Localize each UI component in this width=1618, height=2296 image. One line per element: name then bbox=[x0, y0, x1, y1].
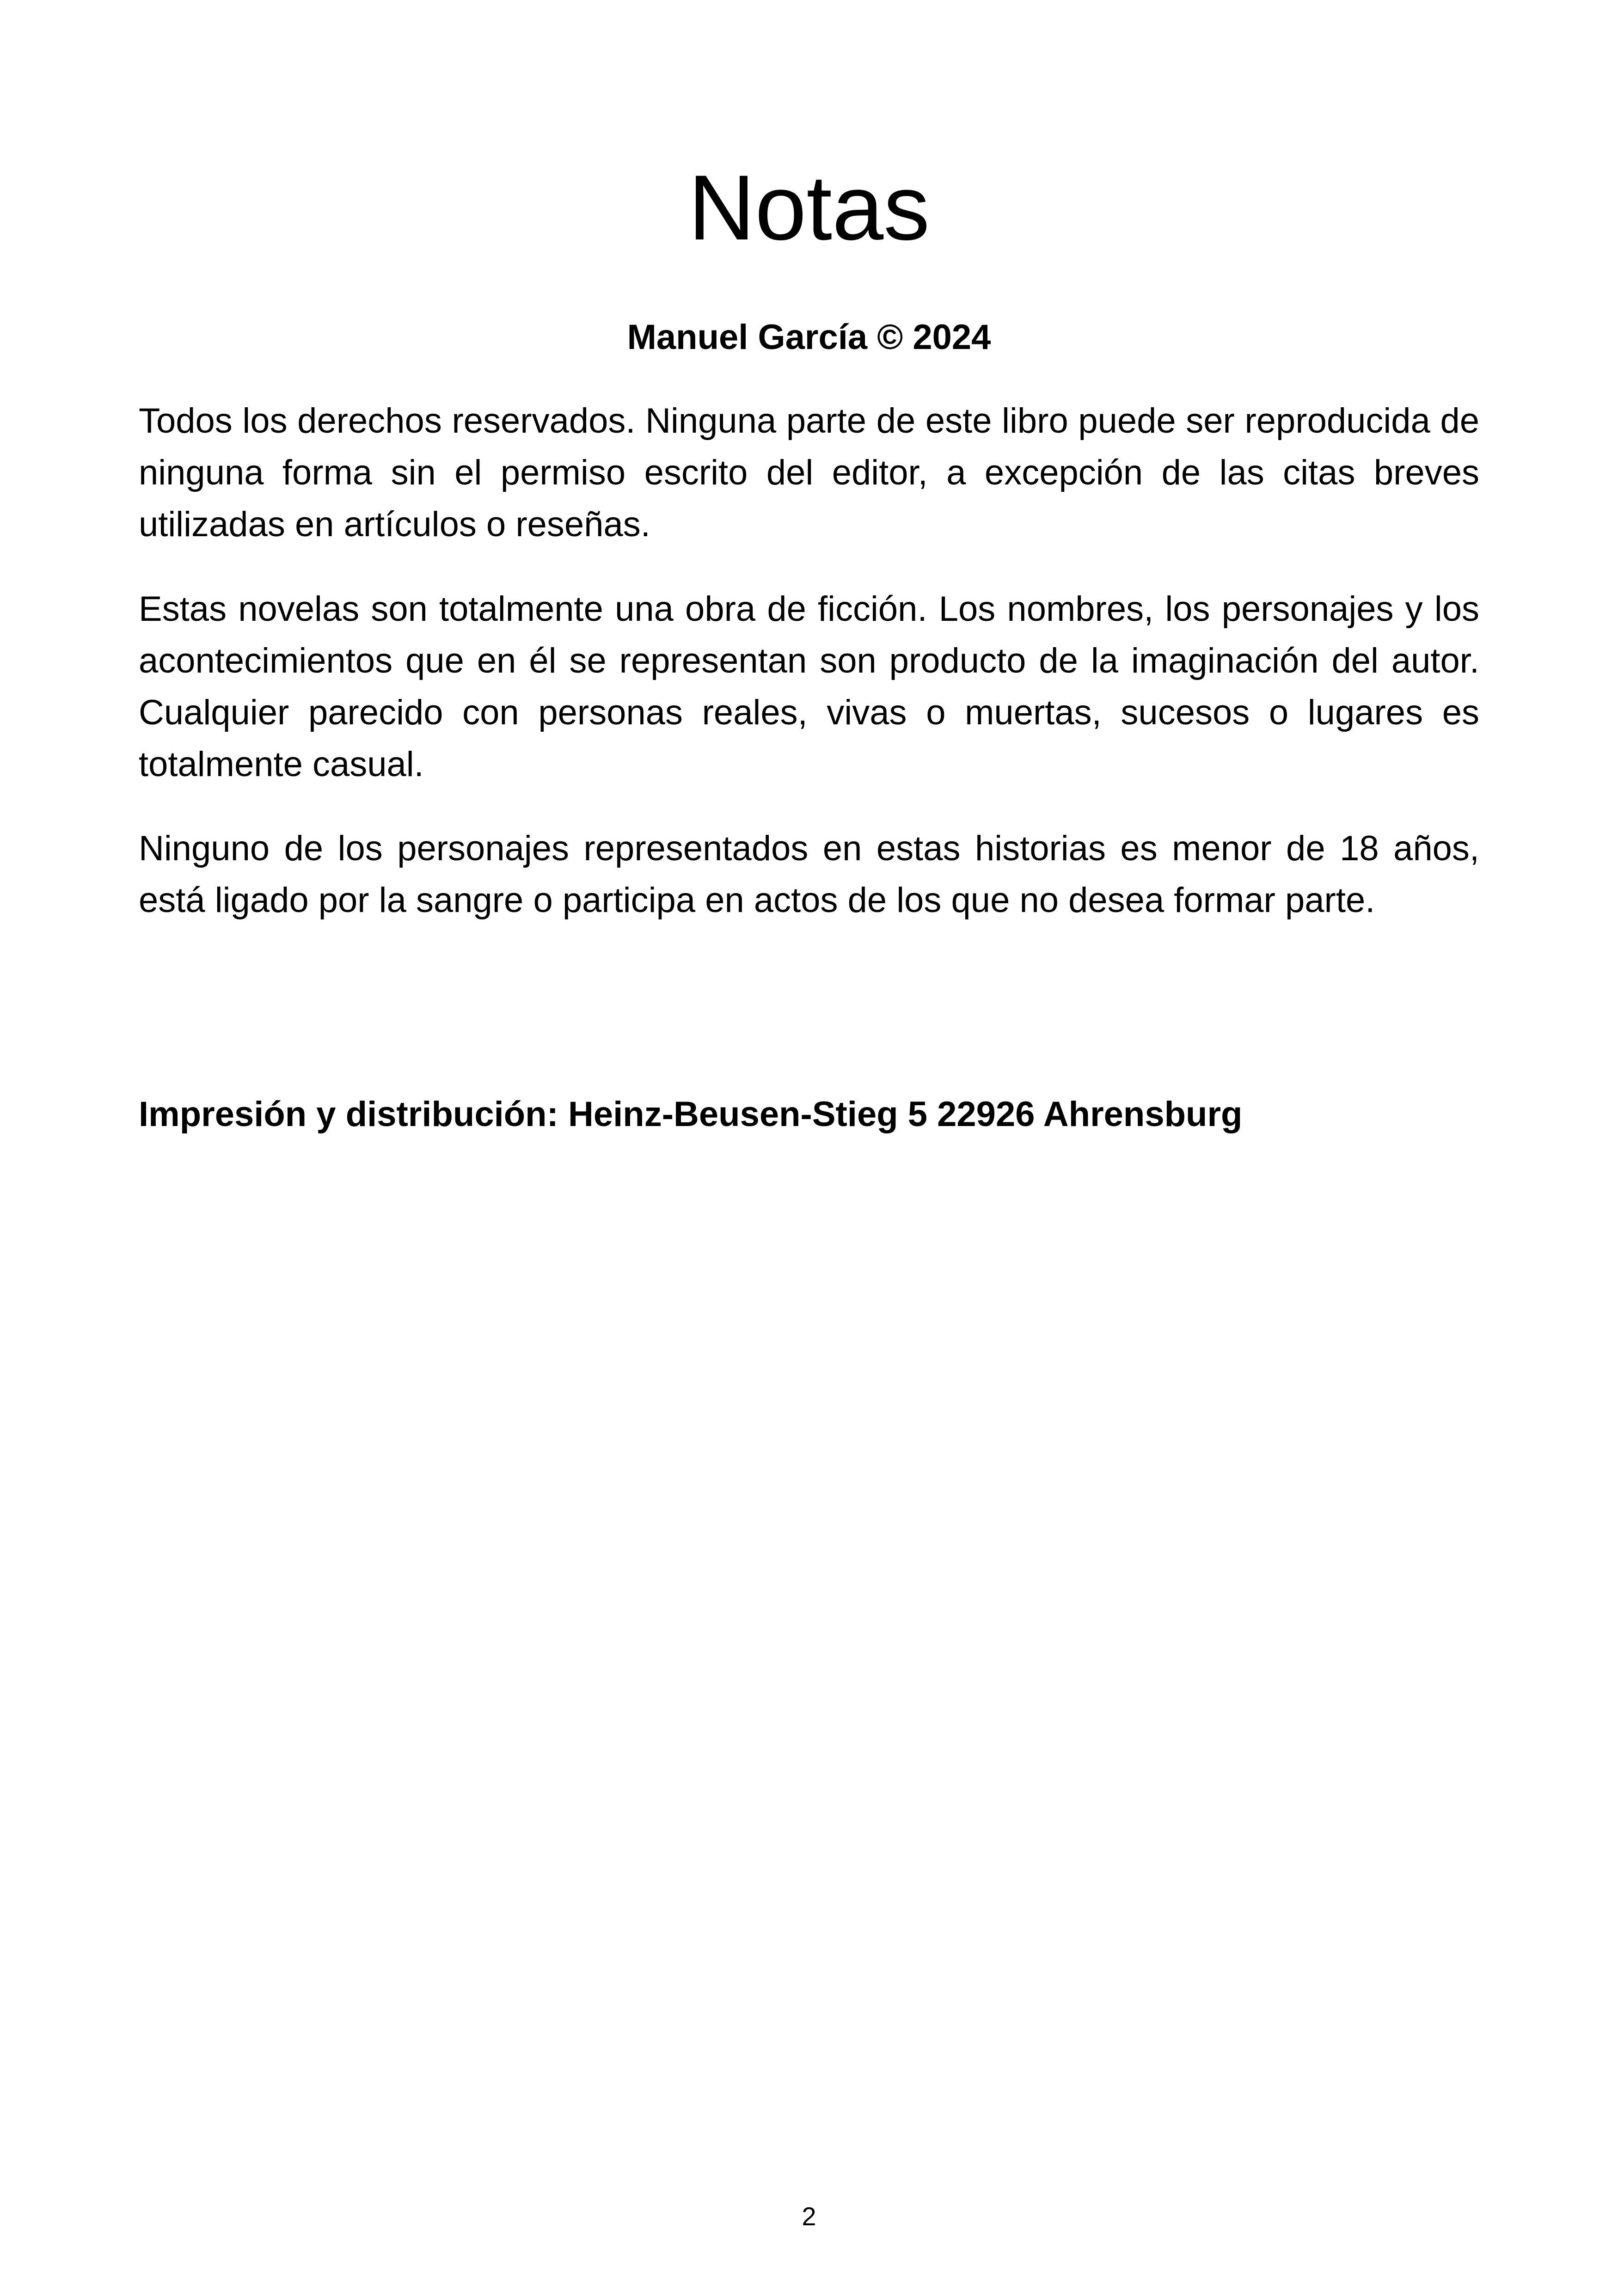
page-title: Notas bbox=[688, 156, 930, 259]
fiction-disclaimer-paragraph: Estas novelas son totalmente una obra de ficción. Los nombres, los personajes y los acontecimientos que en él se representan son producto de la imaginación del autor. Cualquier parecido con personas reales, vivas o muertas, sucesos o lugares es totalmente casual. bbox=[139, 589, 1479, 784]
imprint-line: Impresión y distribución: Heinz-Beusen-Stieg 5 22926 Ahrensburg bbox=[139, 1095, 1243, 1134]
author-copyright-line: Manuel García © 2024 bbox=[627, 318, 991, 357]
page-number: 2 bbox=[802, 2202, 816, 2231]
characters-disclaimer-paragraph: Ninguno de los personajes representados en estas historias es menor de 18 años, está ligado por la sangre o participa en actos de los que no desea formar parte. bbox=[139, 829, 1479, 920]
rights-paragraph: Todos los derechos reservados. Ninguna parte de este libro puede ser reproducida de ninguna forma sin el permiso escrito del editor, a excepción de las citas breves utilizadas en artículos o reseñas. bbox=[139, 401, 1479, 544]
